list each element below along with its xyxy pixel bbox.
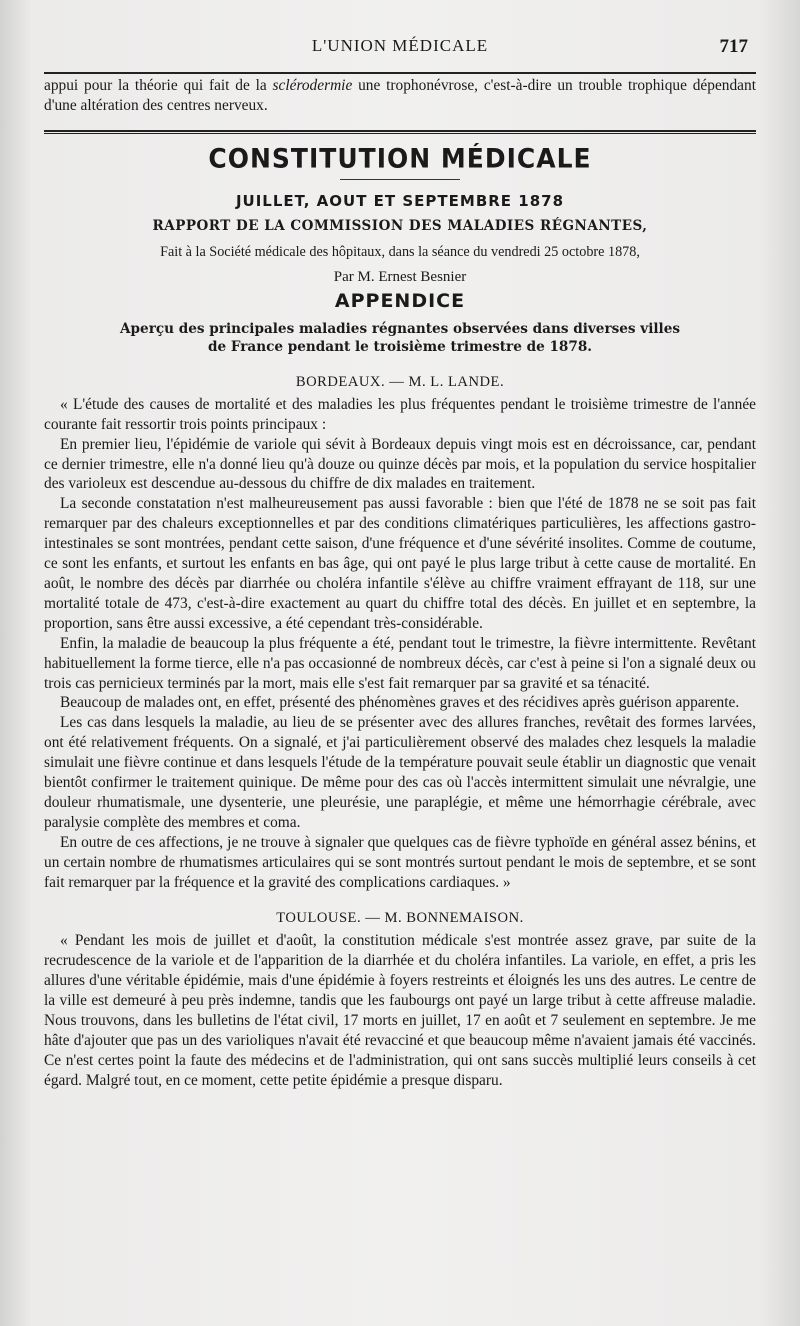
overview-line-2: de France pendant le troisième trimestre de 1878. — [207, 338, 593, 355]
city-heading-bordeaux: BORDEAUX. — M. L. LANDE. — [295, 373, 505, 390]
paragraph: En outre de ces affections, je ne trouve à signaler que quelques cas de fièvre typhoïde en général assez bénins, et un certain nombre de rhumatismes articulaires qui se sont montrés surtout pendant le mois de septembre, et se sont fait remarquer par la fréquence et la gravité des complications cardiaques. » — [44, 833, 756, 891]
page-number: 717 — [719, 36, 748, 57]
paragraph: La seconde constatation n'est malheureusement pas aussi favorable : bien que l'été de 1878 ne se soit pas fait remarquer par des chaleurs exceptionnelles et par des conditions climatériques particulières, les affections gastro-intestinales se sont montrées, pendant cette saison, d'une fréquence et d'une sévérité insolites. Comme de coutume, ce sont les enfants, et surtout les enfants en bas âge, qui ont payé le plus large tribut à cette cause de mortalité. En août, le nombre des décès par diarrhée ou choléra infantile s'élève au chiffre vraiment effrayant de 118, sur une mortalité totale de 473, c'est-à-dire exactement au quart du chiffre total des décès. En juillet et en septembre, la proportion, sans être aussi excessive, a été cependant très-considérable. — [44, 495, 756, 632]
city-heading-toulouse: TOULOUSE. — M. BONNEMAISON. — [276, 910, 524, 927]
section-months: JUILLET, AOUT ET SEPTEMBRE 1878 — [235, 191, 565, 210]
appendix-title: APPENDICE — [334, 289, 466, 312]
intro-paragraph: appui pour la théorie qui fait de la sclérodermie une trophonévrose, c'est-à-dire un trouble trophique dépendant d'une altération des centres nerveux. — [44, 76, 756, 131]
overview-heading — [44, 320, 756, 356]
journal-title: L'UNION MÉDICALE — [311, 36, 489, 55]
report-title: RAPPORT DE LA COMMISSION DES MALADIES RÉGNANTES, — [152, 217, 648, 234]
section-divider — [44, 131, 756, 138]
paragraph: Enfin, la maladie de beaucoup la plus fréquente a été, pendant tout le trimestre, la fièvre intermittente. Revêtant habituellement la forme tierce, elle n'a pas occasionné de nombreux décès, car c'est à peine si l'on a signalé deux ou trois cas pernicieux terminés par la mort, mais elle s'est fait remarquer par sa gravité et sa ténacité. — [44, 634, 756, 692]
paragraph: Les cas dans lesquels la maladie, au lieu de se présenter avec des allures franches, revêtait des formes larvées, ont été relativement fréquents. On a signalé, et j'ai particulièrement observé des malades chez lesquels la maladie simulait une fièvre continue et dans lesquels l'étude de la température pouvait seule établir un diagnostic que venait bientôt confirmer le traitement quinique. De même pour des cas où l'accès intermittent simulait une névralgie, une douleur rhumatismale, une dysenterie, une pleurésie, une paraplégie, et même une hémorrhagie cérébrale, avec paralysie complète des membres et coma. — [44, 714, 756, 831]
running-header — [44, 32, 756, 74]
section-title: CONSTITUTION MÉDICALE — [208, 143, 592, 174]
paragraph: « L'étude des causes de mortalité et des maladies les plus fréquentes pendant le troisième trimestre de l'année courante fait ressortir trois points principaux : — [44, 395, 756, 433]
title-rule — [340, 179, 460, 180]
paragraph: « Pendant les mois de juillet et d'août, la constitution médicale s'est montrée assez grave, par suite de la recrudescence de la variole et de l'apparition de la diarrhée et du choléra infantiles. La variole, en effet, a pris les allures d'une véritable épidémie, mais d'une épidémie à foyers restreints et éloignés les uns des autres. Le centre de la ville est demeuré à peu près indemne, tandis que les faubourgs ont payé un large tribut à cette affreuse maladie. Nous trouvons, dans les bulletins de l'état civil, 17 morts en juillet, 17 en août et 7 seulement en septembre. Je me hâte d'ajouter que pas un des varioliques n'avait été revacciné et que beaucoup même n'avaient jamais été vaccinés. Ce n'est certes point la faute des médecins et de l'administration, qui ont sans succès multiplié leurs conseils à cet égard. Malgré tout, en ce moment, cette petite épidémie a presque disparu. — [44, 932, 756, 1089]
author-line: Par M. Ernest Besnier — [333, 268, 467, 285]
paragraph: En premier lieu, l'épidémie de variole qui sévit à Bordeaux depuis vingt mois est en décroissance, car, pendant ce dernier trimestre, elle n'a donné lieu qu'à douze ou quinze décès par mois, et la population du service hospitalier des varioleux est descendue au-dessous du chiffre de dix malades en traitement. — [44, 435, 756, 493]
session-line: Fait à la Société médicale des hôpitaux, dans la séance du vendredi 25 octobre 1878, — [160, 243, 640, 260]
paragraph: Beaucoup de malades ont, en effet, présenté des phénomènes graves et des récidives après guérison apparente. — [60, 694, 740, 712]
overview-line-1: Aperçu des principales maladies régnantes observées dans diverses villes — [120, 320, 680, 337]
